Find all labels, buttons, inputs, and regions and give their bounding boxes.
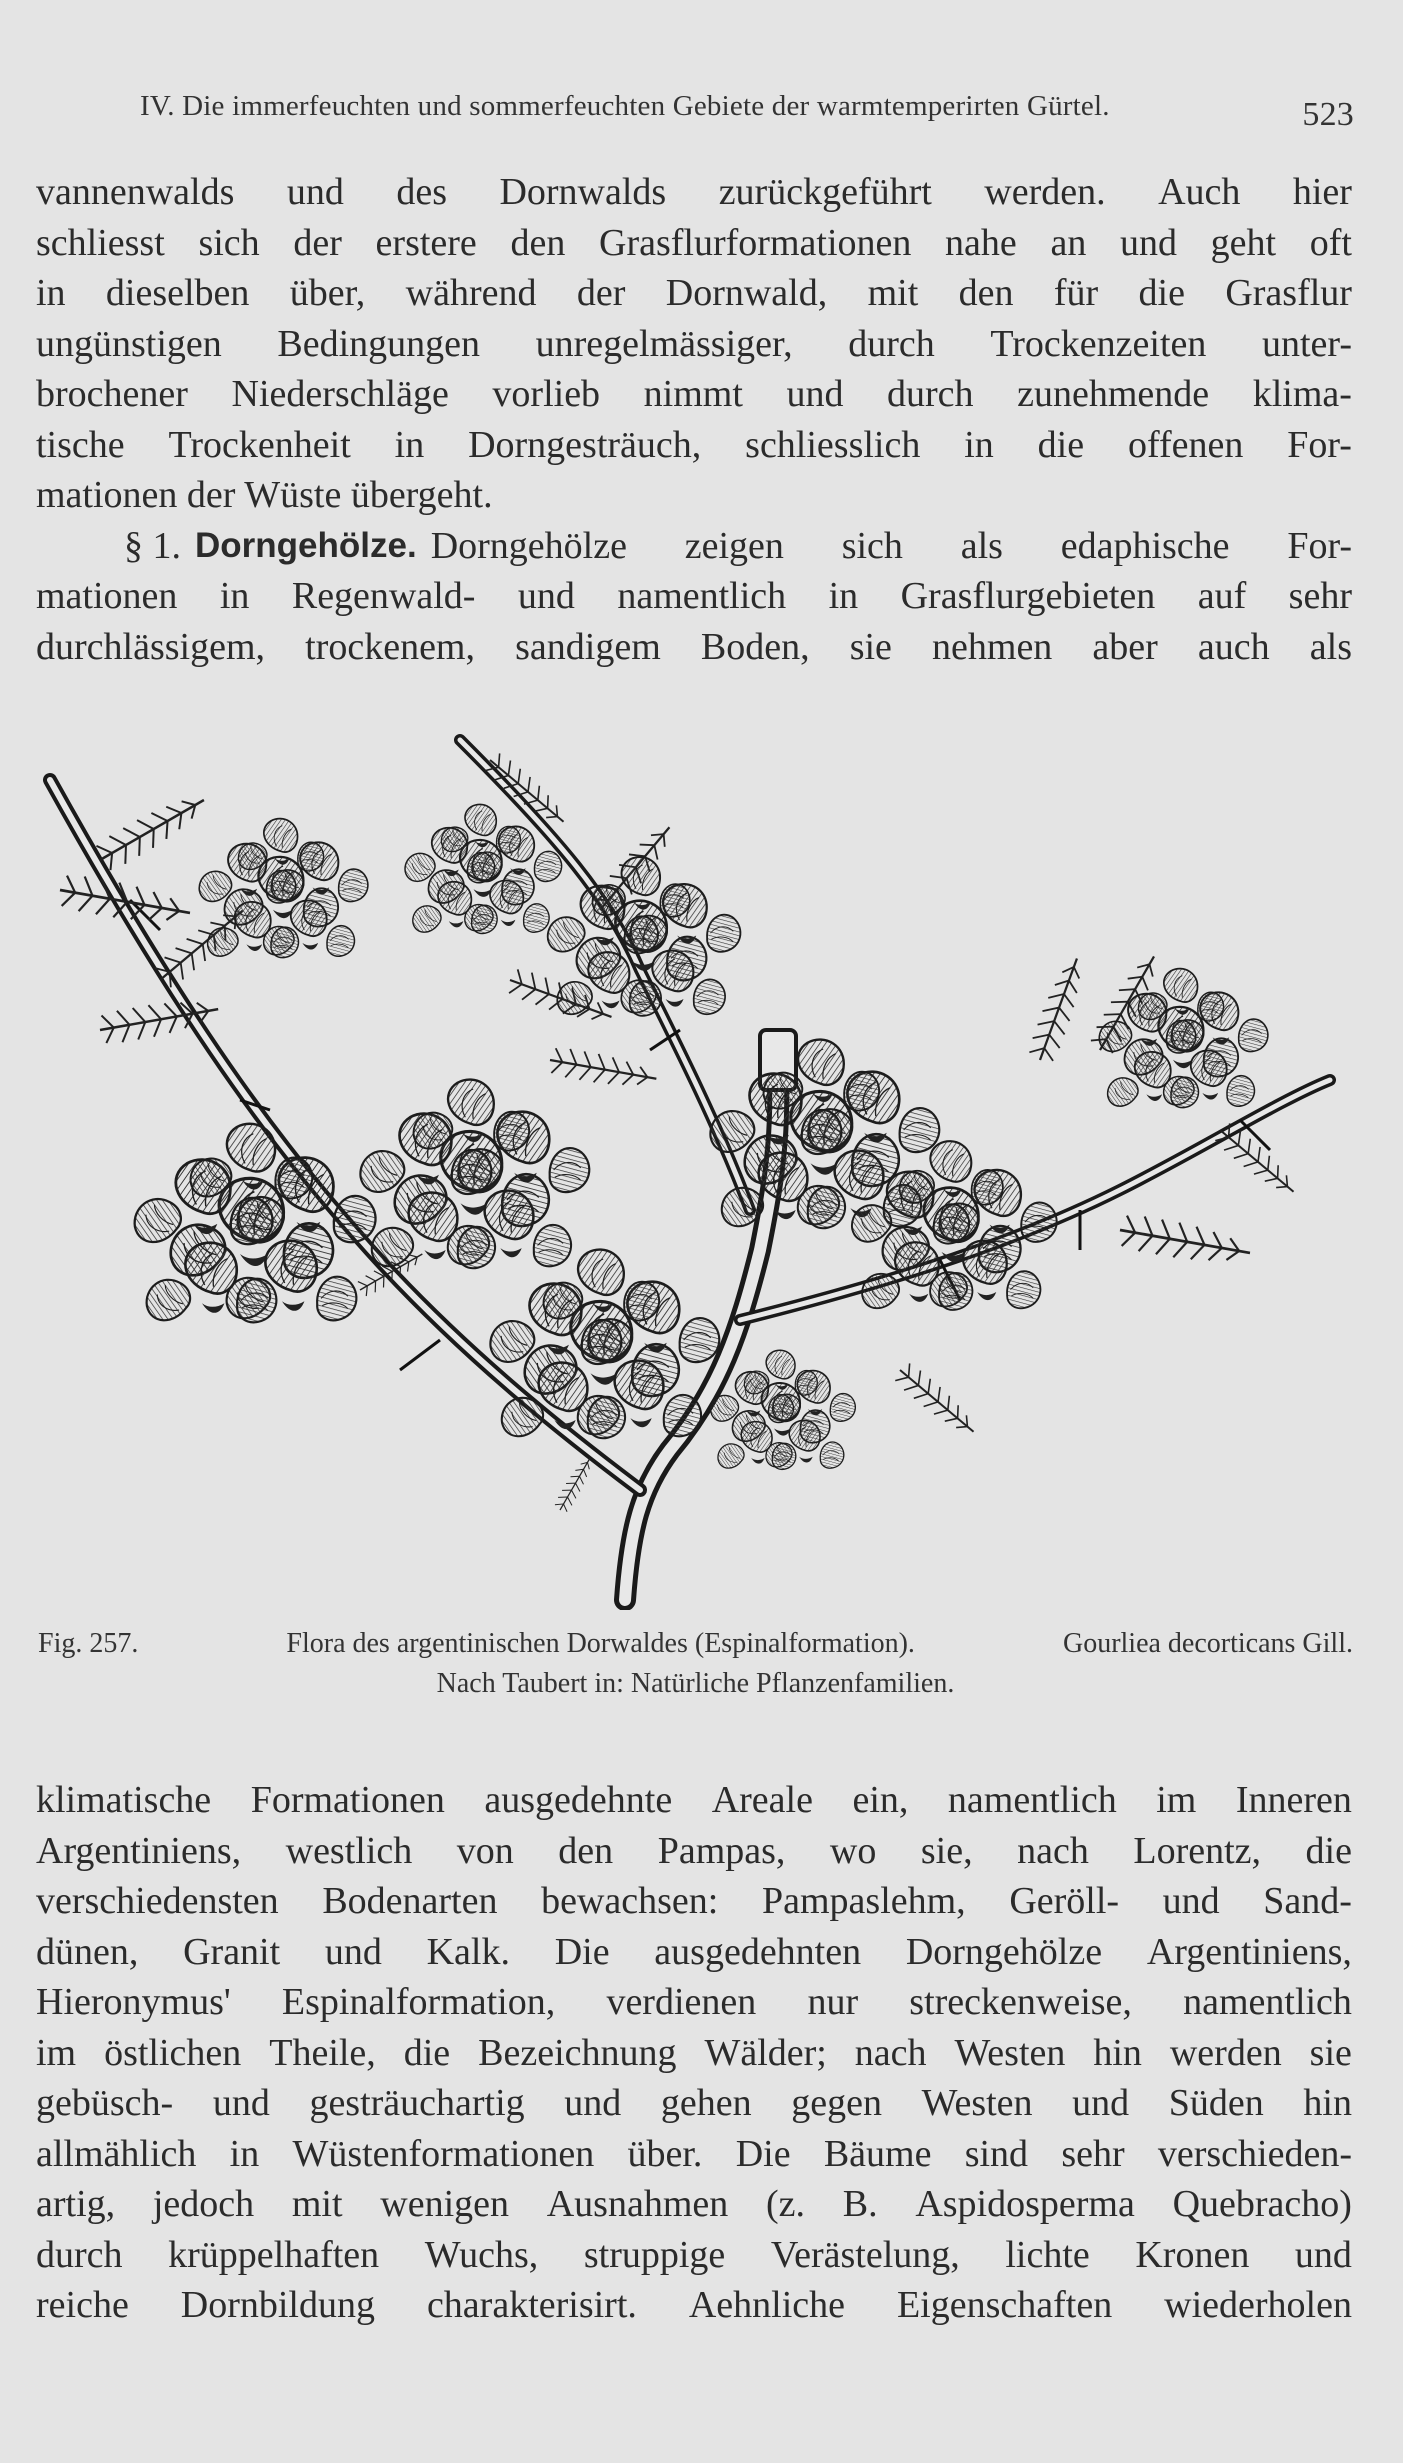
text-line: brochener Niederschläge vorlieb nimmt und durch zunehmende klima- [36, 373, 1352, 415]
text-line: durchlässigem, trockenem, sandigem Boden, sie nehmen aber auch als [36, 625, 1352, 668]
section-first-line-rest: Dorngehölze zeigen sich als edaphische For- [430, 524, 1352, 567]
text-line: klimatische Formationen ausgedehnte Areale ein, namentlich im Inneren [36, 1779, 1352, 1821]
text-line: mationen in Regenwald- und namentlich in Grasflurgebieten auf sehr [36, 575, 1352, 617]
section-heading: Dorngehölze. [195, 525, 417, 565]
text-line: ungünstigen Bedingungen unregelmässiger, durch Trockenzeiten unter- [36, 322, 1352, 365]
chapter-title: IV. Die immerfeuchten und sommerfeuchten Gebiete der warmtemperirten Gürtel. [140, 90, 1110, 122]
text-line: verschiedensten Bodenarten bewachsen: Pampaslehm, Geröll- und Sand- [36, 1880, 1352, 1922]
text-line: Hieronymus' Espinalformation, verdienen nur streckenweise, namentlich [36, 1981, 1352, 2023]
figure-caption [38, 1624, 1353, 1704]
text-line: gebüsch- und gesträuchartig und gehen gegen Westen und Süden hin [36, 2082, 1352, 2124]
text-line: in dieselben über, während der Dornwald, mit den für die Grasflur [36, 272, 1352, 314]
top-paragraph [36, 167, 1352, 672]
flower-clusters [129, 804, 1273, 1472]
text-line: mationen der Wüste übergeht. [36, 474, 493, 516]
text-line: schliesst sich der erstere den Grasflurformationen nahe an und geht oft [36, 221, 1352, 264]
bottom-paragraph [36, 1775, 1352, 2331]
section-first-line [36, 521, 1352, 572]
running-head [140, 84, 1360, 134]
text-line: im östlichen Theile, die Bezeichnung Wälder; nach Westen hin werden sie [36, 2031, 1352, 2074]
plant-illustration [40, 730, 1340, 1610]
figure-label: Fig. 257. [38, 1628, 139, 1659]
text-line: reiche Dornbildung charakterisirt. Aehnliche Eigenschaften wiederholen [36, 2284, 1352, 2326]
caption-species: Gourliea decorticans Gill. [1062, 1628, 1353, 1659]
caption-main: Flora des argentinischen Dorwaldes (Espinalformation). [286, 1628, 915, 1659]
text-line: artig, jedoch mit wenigen Ausnahmen (z. B. Aspidosperma Quebracho) [36, 2183, 1352, 2225]
text-line: durch krüppelhaften Wuchs, struppige Verästelung, lichte Kronen und [36, 2233, 1352, 2276]
text-line: Argentiniens, westlich von den Pampas, wo sie, nach Lorentz, die [36, 1829, 1352, 1872]
page-number: 523 [1302, 96, 1354, 133]
section-symbol: § 1. [124, 524, 181, 567]
text-line: tische Trockenheit in Dorngesträuch, schliesslich in die offenen For- [36, 423, 1352, 466]
caption-line-1 [38, 1624, 1353, 1664]
text-line: vannenwalds und des Dornwalds zurückgeführt werden. Auch hier [36, 171, 1352, 213]
caption-source: Nach Taubert in: Natürliche Pflanzenfamilien. [436, 1668, 955, 1699]
text-line: dünen, Granit und Kalk. Die ausgedehnten Dorngehölze Argentiniens, [36, 1930, 1352, 1973]
text-line: allmählich in Wüstenformationen über. Die Bäume sind sehr verschieden- [36, 2132, 1352, 2175]
figure-illustration [40, 730, 1340, 1610]
